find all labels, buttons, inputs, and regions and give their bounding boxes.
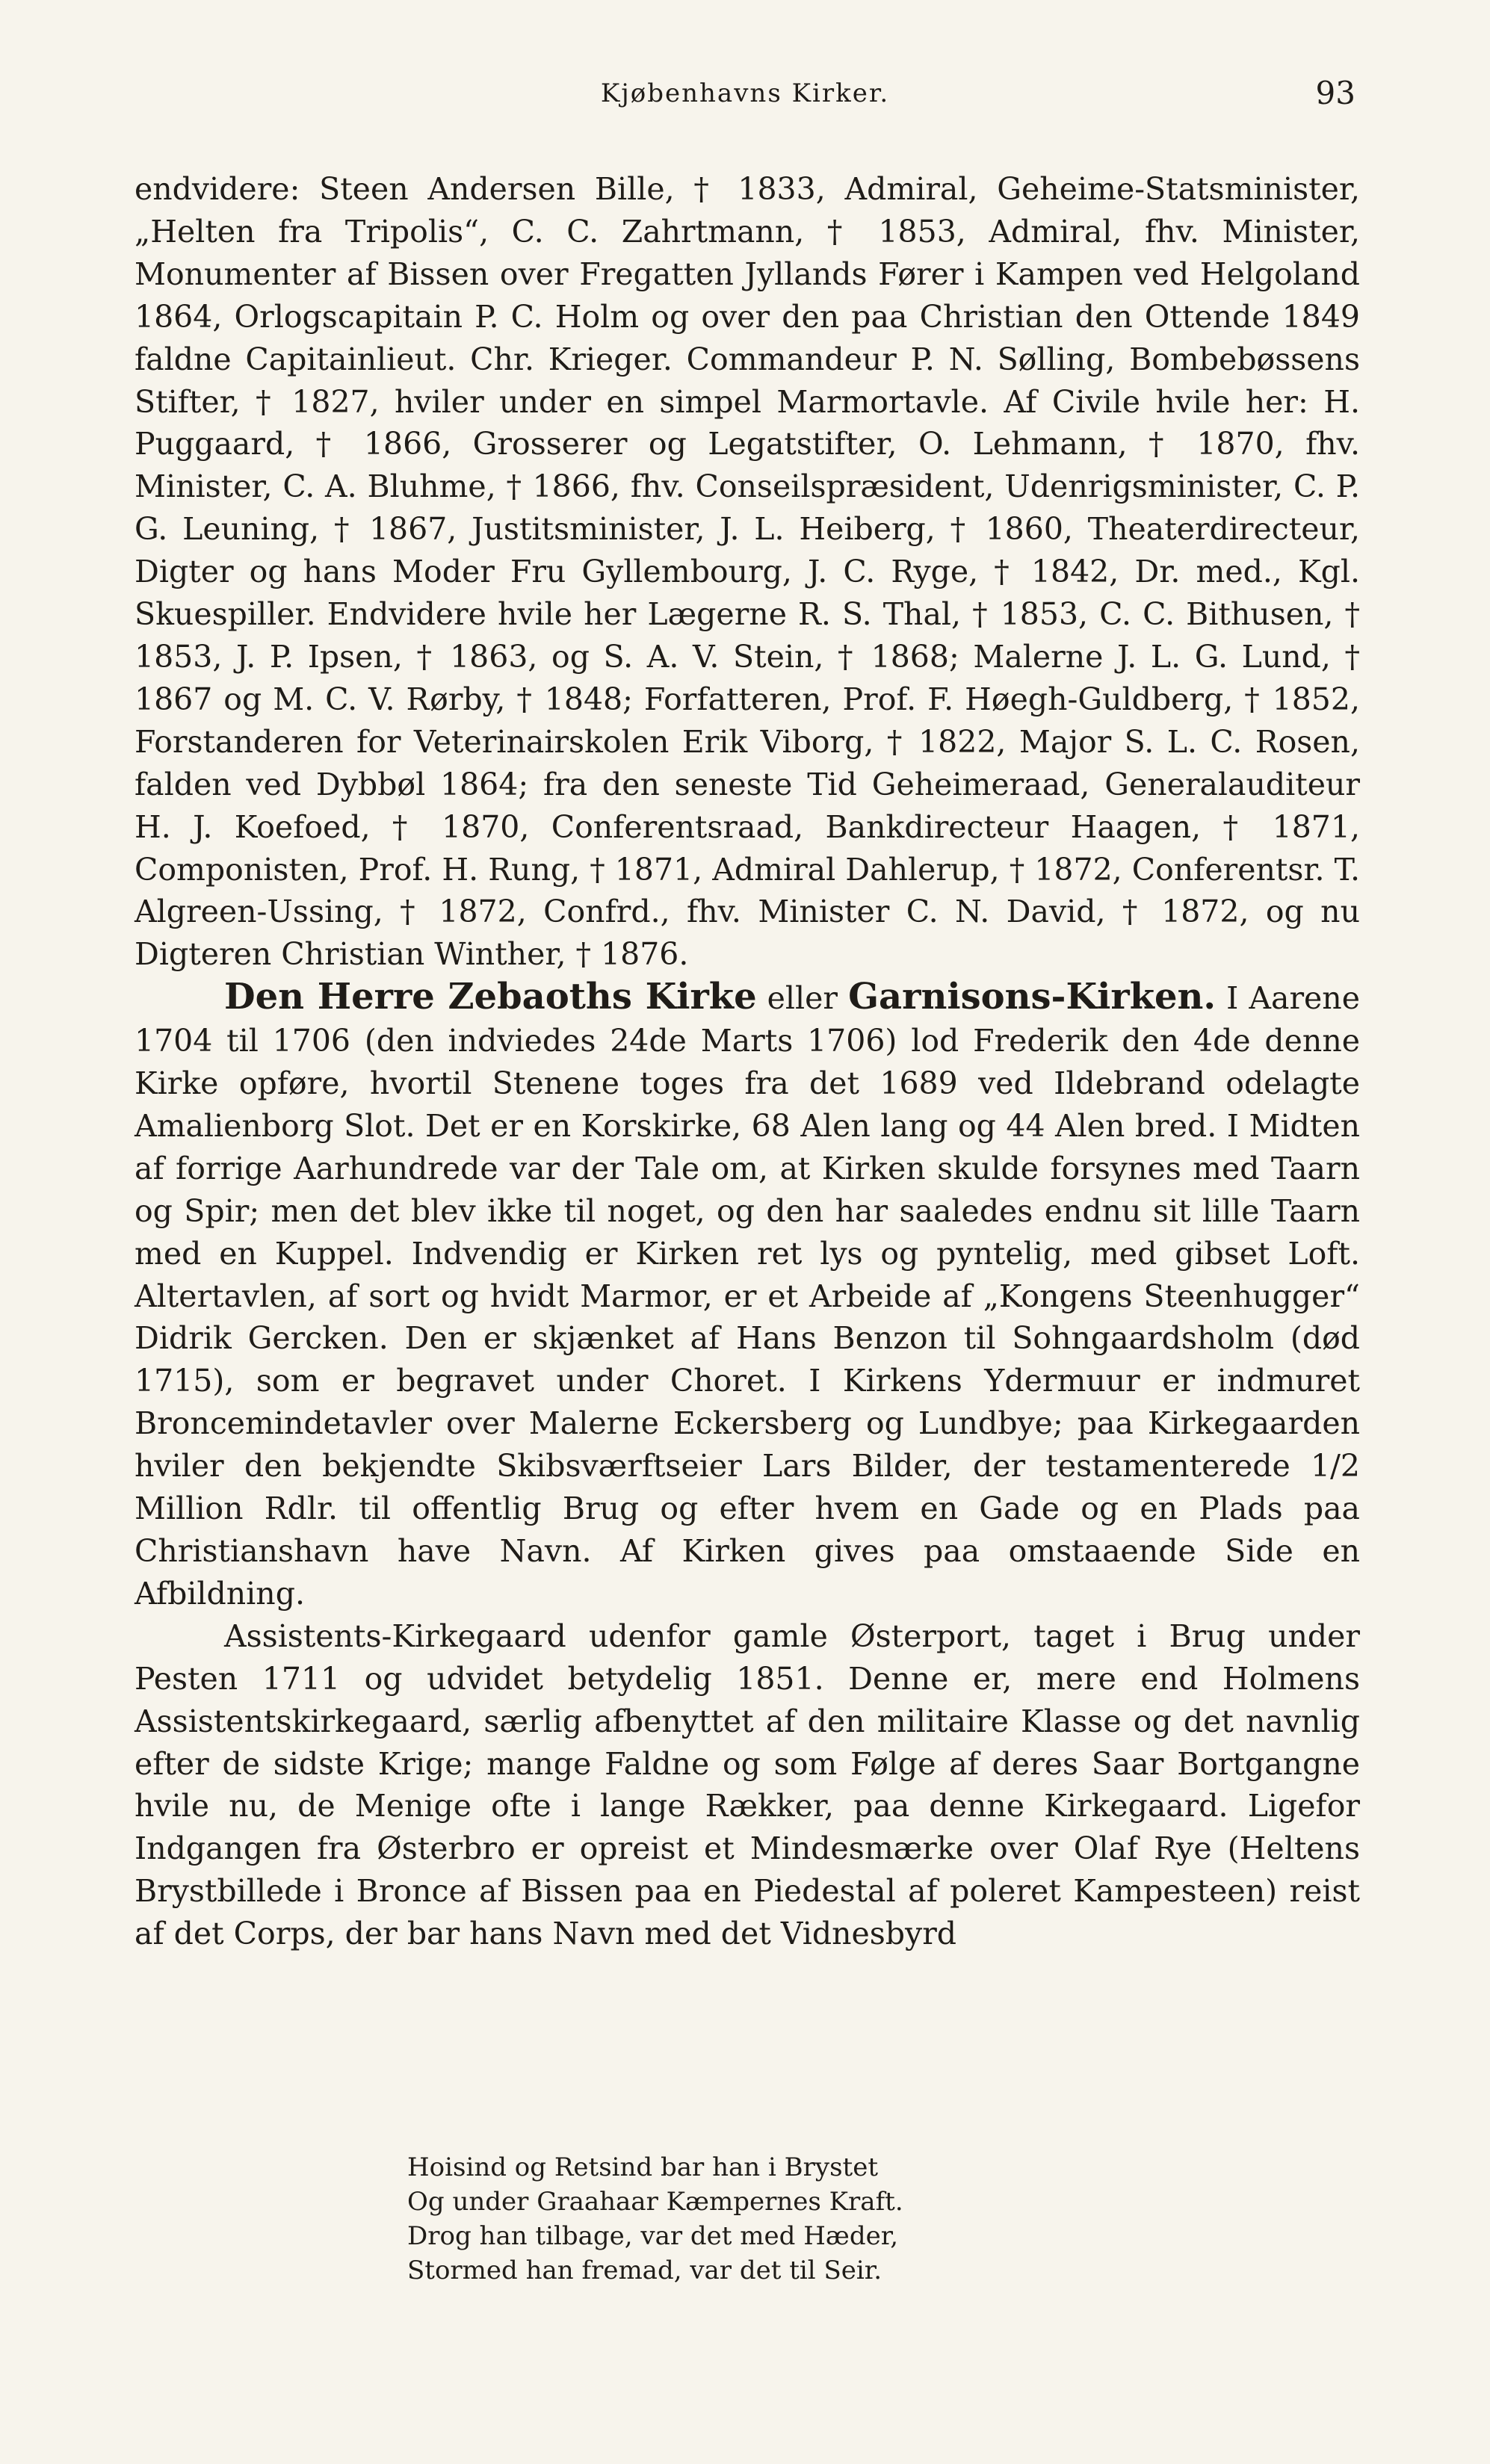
paragraph-burials: endvidere: Steen Andersen Bille, † 1833, Admiral, Geheime-Statsminister, „Helten fra Tripolis“, C. C. Zahrtmann, † 1853, Admiral, fhv. Minister, Monumenter af Bissen over Fregatten Jyllands Fører i Kampen ved Helgoland 1864, Orlogscapitain P. C. Holm og over den paa Christian den Ottende 1849 faldne Capitainlieut. Chr. Krieger. Commandeur P. N. Sølling, Bombebøssens Stifter, † 1827, hviler under en simpel Marmortavle. Af Civile hvile her: H. Puggaard, † 1866, Grosserer og Legatstifter, O. Lehmann, † 1870, fhv. Minister, C. A. Bluhme, † 1866, fhv. Conseilspræsident, Udenrigsminister, C. P. G. Leuning, † 1867, Justitsminister, J. L. Heiberg, † 1860, Theaterdirecteur, Digter og hans Moder Fru Gyllembourg, J. C. Ryge, † 1842, Dr. med., Kgl. Skuespiller. Endvidere hvile her Lægerne R. S. Thal, † 1853, C. C. Bithusen, † 1853, J. P. Ipsen, † 1863, og S. A. V. Stein, † 1868; Malerne J. L. G. Lund, † 1867 og M. C. V. Rørby, † 1848; Forfatteren, Prof. F. Høegh-Guldberg, † 1852, Forstanderen for Veterinairskolen Erik Viborg, † 1822, Major S. L. C. Rosen, falden ved Dybbøl 1864; fra den seneste Tid Geheimeraad, Generalauditeur H. J. Koefoed, † 1870, Conferentsraad, Bankdirecteur Haagen, † 1871, Componisten, Prof. H. Rung, † 1871, Admiral Dahlerup, † 1872, Conferentsr. T. Algreen-Ussing, † 1872, Confrd., fhv. Minister C. N. David, † 1872, og nu Digteren Christian Winther, † 1876. <box>135 171 1360 973</box>
paragraph-assistents-kirkegaard: Assistents-Kirkegaard udenfor gamle Østerport, taget i Brug under Pesten 1711 og udvidet betydelig 1851. Denne er, mere end Holmens Assistentskirkegaard, særlig afbenyttet af den militaire Klasse og det navnlig efter de sidste Krige; mange Faldne og som Følge af deres Saar Bortgangne hvile nu, de Menige ofte i lange Rækker, paa denne Kirkegaard. Ligefor Indgangen fra Østerbro er opreist et Mindesmærke over Olaf Rye (Heltens Brystbillede i Bronce af Bissen paa en Piedestal af poleret Kampesteen) reist af det Corps, der bar hans Navn med det Vidnesbyrd <box>135 1618 1360 1952</box>
verse-line: Stormed han fremad, var det til Seir. <box>407 2256 882 2285</box>
verse-line: Drog han tilbage, var det med Hæder, <box>407 2221 899 2251</box>
section-heading-alt: Garnisons-Kirken. <box>848 976 1217 1018</box>
verse-line: Hoisind og Retsind bar han i Brystet <box>407 2152 878 2182</box>
running-title: Kjøbenhavns Kirker. <box>600 78 890 108</box>
running-head <box>135 71 1355 116</box>
verse-inscription <box>407 2150 1080 2288</box>
verse-line: Og under Graahaar Kæmpernes Kraft. <box>407 2187 903 2217</box>
page-number: 93 <box>1315 75 1355 111</box>
paragraph-garnisons-kirken <box>135 976 1360 1615</box>
paragraph-text: I Aarene 1704 til 1706 (den indviedes 24de Marts 1706) lod Frederik den 4de denne Kirke opføre, hvortil Stenene toges fra det 1689 ved Ildebrand odelagte Amalienborg Slot. Det er en Korskirke, 68 Alen lang og 44 Alen bred. I Midten af forrige Aarhundrede var der Tale om, at Kirken skulde forsynes med Taarn og Spir; men det blev ikke til noget, og den har saaledes endnu sit lille Taarn med en Kuppel. Indvendig er Kirken ret lys og pyntelig, med gibset Loft. Altertavlen, af sort og hvidt Marmor, er et Arbeide af „Kongens Steenhugger“ Didrik Gercken. Den er skjænket af Hans Benzon til Sohngaardsholm (død 1715), som er begravet under Choret. I Kirkens Ydermuur er indmuret Broncemindetavler over Malerne Eckersberg og Lundbye; paa Kirkegaarden hviler den bekjendte Skibsværftseier Lars Bilder, der testamenterede 1/2 Million Rdlr. til offentlig Brug og efter hvem en Gade og en Plads paa Christianshavn have Navn. Af Kirken gives paa omstaaende Side en Afbildning. <box>135 980 1360 1612</box>
body-text <box>135 168 1360 1955</box>
section-heading-connector: eller <box>767 980 838 1017</box>
section-heading: Den Herre Zebaoths Kirke <box>224 976 757 1018</box>
